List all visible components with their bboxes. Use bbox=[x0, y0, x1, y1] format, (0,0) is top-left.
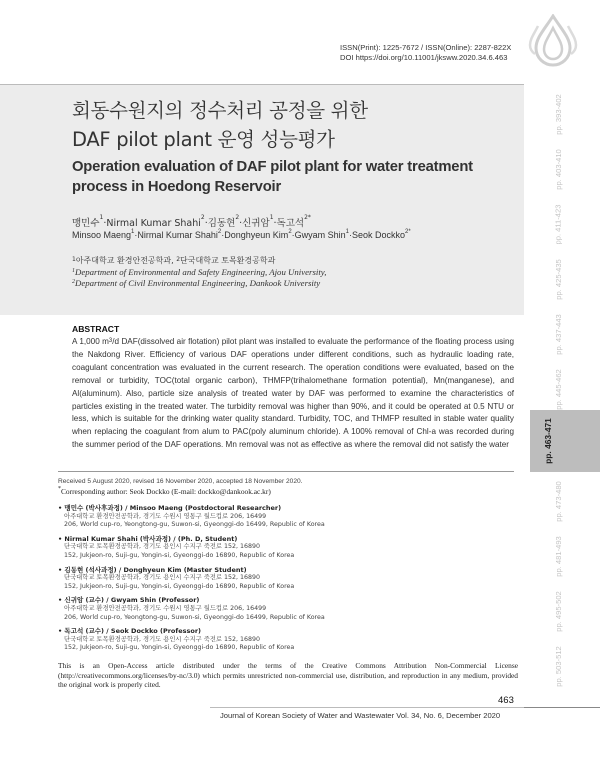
footer-rule-right bbox=[524, 707, 600, 708]
korean-title bbox=[72, 96, 368, 154]
author-detail-address-kr: 아주대학교 환경안전공학과, 경기도 수원시 영통구 월드컵로 206, 16499 bbox=[64, 604, 267, 612]
received-dates: Received 5 August 2020, revised 16 November 2020, accepted 18 November 2020. bbox=[58, 478, 303, 485]
authors-english: Minsoo Maeng$^1$·Nirmal Kumar Shahi$^2$·Donghyeun Kim$^2$·Gwyam Shin$^1$·Seok Dockko$^{2*}$ bbox=[72, 229, 411, 240]
page-tab[interactable]: pp. 425-435 bbox=[553, 258, 563, 300]
abstract-body: A 1,000 $m^3/d$ DAF(dissolved air flotation) pilot plant was installed to evaluate the performance of the floating process using the Nakdong River. Efficiency of various DAF operations under different conditions, such as hydraulic loading rate, coagulant concentration was evaluated in the current research. The operation conditions were evaluated, based on the removal or turbidity, TOC(total organic carbon), THMFP(trihalomethane formation potential), Mn(manganese), and Al(aluminum). Also, particle size analysis of treated water by DAF was performed to examine the characteristics of particles existing in the treated water. The turbidity removal was higher than 90%, and it could be operated at 0.5 NTU or less, which is suitable for the drinking water quality standard. Turbidity, TOC, and THMFP resulted in stable water quality when replacing the coagulant from alum to PAC(poly aluminum chloride). A 100% removal of Chl-a was recorded during the summer period of the DAF operations. Mn removal was not as effective as where the removal did not satisfy the water bbox=[72, 337, 514, 450]
author-detail-name: • Nirmal Kumar Shahi (박사과정) / (Ph. D, Student) bbox=[58, 534, 238, 543]
author-detail-name: • 신귀암 (교수) / Gwyam Shin (Professor) bbox=[58, 596, 200, 605]
author-detail-item bbox=[58, 566, 514, 592]
author-detail-address-en: 152, Jukjeon-ro, Suji-gu, Yongin-si, Gyeonggi-do 16890, Republic of Korea bbox=[64, 644, 295, 652]
page-tab[interactable]: pp. 437-443 bbox=[553, 313, 563, 355]
author-detail-item bbox=[58, 596, 514, 622]
authors-korean: 맹민수$^1$·Nirmal Kumar Shahi$^2$·김동현$^2$·신귀암$^1$·독고석$^{2*}$ bbox=[72, 214, 311, 229]
author-detail-name: • 맹민수 (박사후과정) / Minsoo Maeng (Postdoctoral Researcher) bbox=[58, 504, 282, 512]
page-tab[interactable]: pp. 473-480 bbox=[553, 480, 563, 522]
abstract-heading: ABSTRACT bbox=[72, 324, 120, 334]
page-tab[interactable]: pp. 393-402 bbox=[553, 93, 563, 135]
affiliation-english-2: $^2$Department of Civil Environmental Engineering, Dankook University bbox=[72, 278, 321, 288]
author-detail-item bbox=[58, 504, 514, 530]
page-number: 463 bbox=[498, 695, 514, 706]
journal-footer: Journal of Korean Society of Water and Wastewater Vol. 34, No. 6, December 2020 bbox=[220, 711, 501, 720]
author-detail-address-kr: 단국대학교 토목환경공학과, 경기도 용인시 수지구 죽전로 152, 16890 bbox=[64, 574, 261, 582]
page-tab[interactable]: pp. 445-462 bbox=[553, 368, 563, 410]
english-title bbox=[72, 157, 473, 197]
corresponding-author: *Corresponding author: Seok Dockko (E-mail: dockko@dankook.ac.kr) bbox=[58, 486, 271, 496]
page-range-tabs bbox=[530, 88, 600, 698]
section-divider bbox=[58, 471, 514, 472]
author-detail-address-en: 152, Jukjeon-ro, Suji-gu, Yongin-si, Gyeonggi-do 16890, Republic of Korea bbox=[64, 551, 295, 559]
affiliation-english-1: $^1$Department of Environmental and Safety Engineering, Ajou University, bbox=[72, 266, 327, 277]
author-detail-name: • 독고석 (교수) / Seok Dockko (Professor) bbox=[58, 627, 201, 636]
page-tab[interactable]: pp. 503-512 bbox=[553, 645, 563, 687]
author-detail-address-kr: 단국대학교 토목환경공학과, 경기도 용인시 수지구 죽전로 152, 16890 bbox=[64, 635, 261, 643]
page-tab[interactable]: pp. 411-423 bbox=[553, 204, 563, 244]
affiliations bbox=[72, 255, 326, 290]
page-tab[interactable]: pp. 495-502 bbox=[553, 590, 563, 632]
author-detail-address-en: 206, World cup-ro, Yeongtong-gu, Suwon-si, Gyeonggi-do 16499, Republic of Korea bbox=[64, 521, 325, 529]
journal-logo-icon bbox=[524, 14, 582, 68]
korean-title-line-2: DAF pilot plant 운영 성능평가 bbox=[72, 128, 335, 151]
author-detail-address-en: 152, Jukjeon-ro, Suji-gu, Yongin-si, Gyeonggi-do 16890, Republic of Korea bbox=[64, 582, 295, 590]
doi-link[interactable]: DOI https://doi.org/10.11001/jksww.2020.34.6.463 bbox=[340, 53, 508, 62]
page-tab[interactable]: pp. 403-410 bbox=[553, 148, 563, 190]
english-title-line-2: process in Hoedong Reservoir bbox=[72, 179, 282, 195]
author-detail-item bbox=[58, 627, 514, 653]
author-detail-address-kr: 아주대학교 환경안전공학과, 경기도 수원시 영통구 월드컵로 206, 16499 bbox=[64, 512, 267, 520]
affiliations-korean: $^1$아주대학교 환경안전공학과, $^2$단국대학교 토목환경공학과 bbox=[72, 256, 276, 265]
page-tab[interactable]: pp. 481-493 bbox=[553, 535, 563, 577]
author-detail-item bbox=[58, 535, 514, 561]
author-detail-address-kr: 단국대학교 토목환경공학과, 경기도 용인시 수지구 죽전로 152, 16890 bbox=[64, 543, 261, 551]
page-tab-active[interactable]: pp. 463-471 bbox=[530, 410, 600, 472]
korean-title-line-1: 회동수원지의 정수처리 공정을 위한 bbox=[72, 99, 368, 122]
open-access-notice: This is an Open-Access article distributed under the terms of the Creative Commons Attribution Non-Commercial License (http://creativecommons.org/licenses/by-nc/3.0) which permits unrestricted non-commercial use, distribution, and reproduction in any medium, provided the original work is properly cited. bbox=[58, 661, 518, 690]
author-detail-name: • 김동현 (석사과정) / Donghyeun Kim (Master Student) bbox=[58, 565, 247, 574]
footer-rule bbox=[210, 707, 524, 708]
issn-text: ISSN(Print): 1225-7672 / ISSN(Online): 2287-822X bbox=[340, 43, 512, 52]
author-detail-address-en: 206, World cup-ro, Yeongtong-gu, Suwon-si, Gyeonggi-do 16499, Republic of Korea bbox=[64, 613, 325, 621]
english-title-line-1: Operation evaluation of DAF pilot plant for water treatment bbox=[72, 159, 473, 175]
issn-doi-block bbox=[340, 43, 511, 63]
author-details-list bbox=[58, 504, 514, 658]
